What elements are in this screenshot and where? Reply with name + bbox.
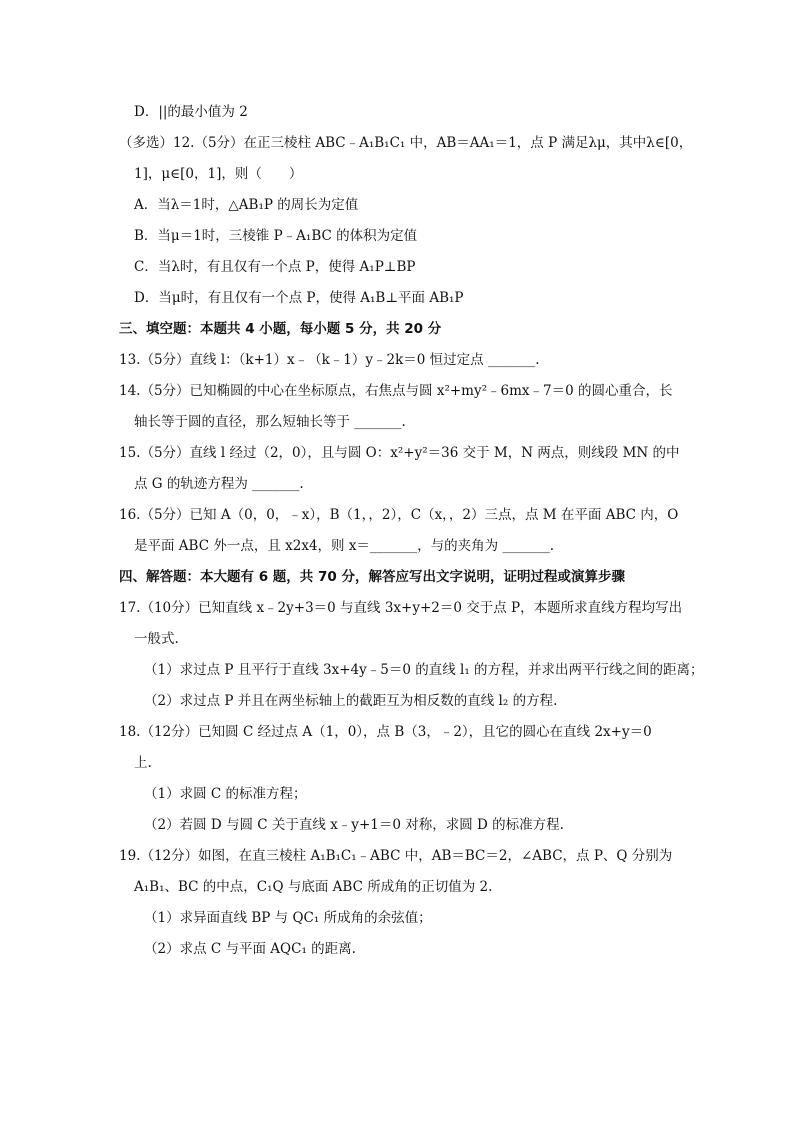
q14-cont: 轴长等于圆的直径，那么短轴长等于 _______. xyxy=(134,414,406,430)
q18-part-1: （1）求圆 C 的标准方程； xyxy=(144,786,307,802)
q18-part-2: （2）若圆 D 与圆 C 关于直线 x﹣y+1＝0 对称，求圆 D 的标准方程. xyxy=(144,817,564,833)
q13: 13.（5分）直线 l：（k+1）x﹣（k﹣1）y﹣2k＝0 恒过定点 _______. xyxy=(119,352,540,368)
q12-option-b: B．当μ＝1时，三棱锥 P﹣A₁BC 的体积为定值 xyxy=(134,228,418,244)
q12-stem-cont: 1]，μ∈[0，1]，则（ ） xyxy=(134,166,303,182)
q18: 18.（12分）已知圆 C 经过点 A（1，0），点 B（3，﹣2），且它的圆心在直线 2x+y＝0 xyxy=(119,724,652,740)
q11-option-d: D．||的最小值为 2 xyxy=(134,104,248,120)
q14: 14.（5分）已知椭圆的中心在坐标原点，右焦点与圆 x²+my²﹣6mx﹣7＝0 的圆心重合，长 xyxy=(119,383,673,399)
q17-part-2: （2）求过点 P 并且在两坐标轴上的截距互为相反数的直线 l₂ 的方程. xyxy=(144,693,558,709)
q15: 15.（5分）直线 l 经过（2，0），且与圆 O：x²+y²＝36 交于 M，N 两点，则线段 MN 的中 xyxy=(119,445,680,461)
section-fill-in-heading: 三、填空题：本题共 4 小题，每小题 5 分，共 20 分 xyxy=(119,321,442,337)
q12-option-d: D．当μ时，有且仅有一个点 P，使得 A₁B⊥平面 AB₁P xyxy=(134,290,464,306)
section-answers-heading: 四、解答题：本大题有 6 题，共 70 分，解答应写出文字说明，证明过程或演算步骤 xyxy=(119,569,625,585)
q16-cont: 是平面 ABC 外一点，且 x2x4，则 x＝_______，与的夹角为 _______. xyxy=(134,538,555,554)
q15-cont: 点 G 的轨迹方程为 _______. xyxy=(134,476,304,492)
q17-part-1: （1）求过点 P 且平行于直线 3x+4y﹣5＝0 的直线 l₁ 的方程，并求出两平行线之间的距离； xyxy=(144,662,704,678)
q17-cont: 一般式. xyxy=(134,631,179,647)
q12-option-c: C．当λ时，有且仅有一个点 P，使得 A₁P⊥BP xyxy=(134,259,416,275)
q19-cont: A₁B₁、BC 的中点，C₁Q 与底面 ABC 所成角的正切值为 2. xyxy=(134,879,493,895)
q12-stem: （多选）12.（5分）在正三棱柱 ABC﹣A₁B₁C₁ 中，AB＝AA₁＝1，点 P 满足λμ，其中λ∈[0， xyxy=(119,135,693,151)
q19: 19.（12分）如图，在直三棱柱 A₁B₁C₁﹣ABC 中，AB＝BC＝2，∠ABC，点 P、Q 分别为 xyxy=(119,848,673,864)
q16: 16.（5分）已知 A（0，0，﹣x），B（1，，2），C（x，，2）三点，点 M 在平面 ABC 内，O xyxy=(119,507,679,523)
q18-cont: 上. xyxy=(134,755,152,771)
q12-option-a: A．当λ＝1时，△AB₁P 的周长为定值 xyxy=(134,197,359,213)
q19-part-1: （1）求异面直线 BP 与 QC₁ 所成角的余弦值； xyxy=(144,910,432,926)
q17: 17.（10分）已知直线 x﹣2y+3＝0 与直线 3x+y+2＝0 交于点 P，本题所求直线方程均写出 xyxy=(119,600,683,616)
q19-part-2: （2）求点 C 与平面 AQC₁ 的距离. xyxy=(144,941,356,957)
